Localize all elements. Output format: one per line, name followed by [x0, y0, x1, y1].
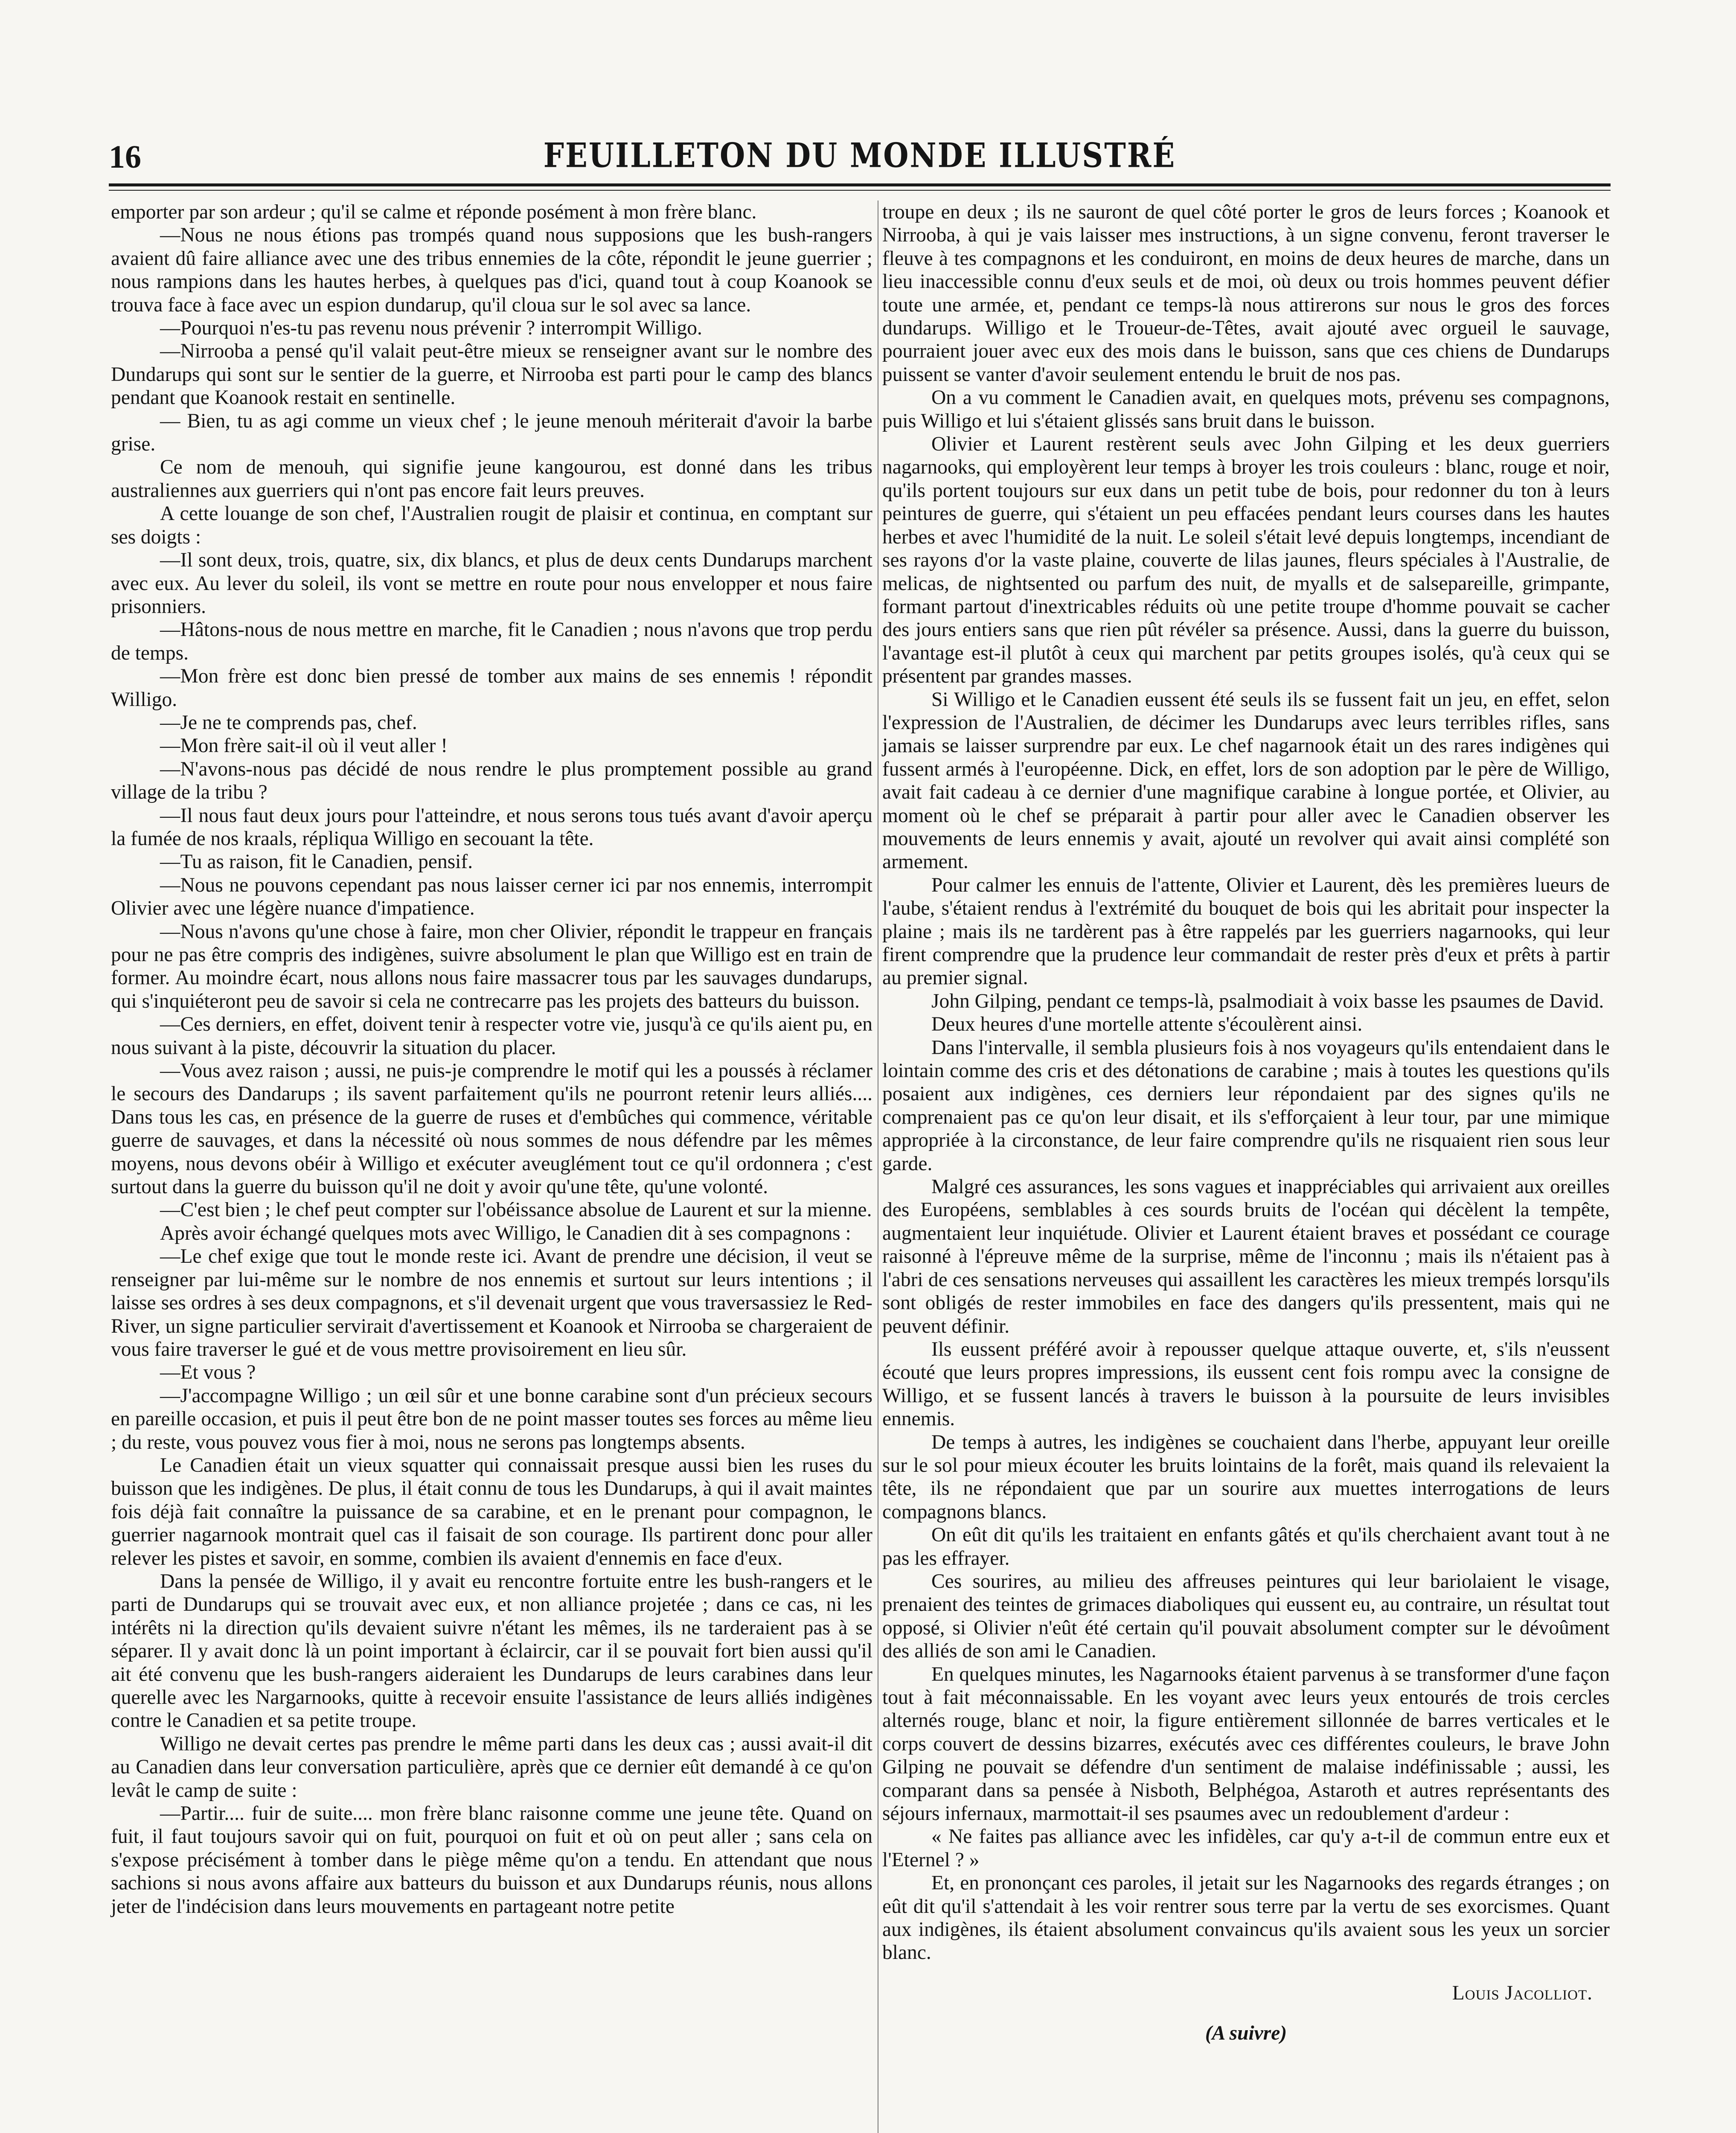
left-column [111, 201, 872, 1918]
paragraph: Et, en prononçant ces paroles, il jetait sur les Nagarnooks des regards étranges ; on eût dit qu'il s'attendait à les voir rentrer sous terre par la vertu de ses exorcismes. Quant aux indigènes, ils étaient absolument convaincus qu'ils avaient sous les yeux un sorcier blanc. [882, 1872, 1610, 1964]
paragraph: A cette louange de son chef, l'Australien rougit de plaisir et continua, en comptant sur ses doigts : [111, 503, 872, 548]
paragraph: —Ces derniers, en effet, doivent tenir à respecter votre vie, jusqu'à ce qu'ils aient pu, en nous suivant à la piste, découvrir la situation du placer. [111, 1013, 872, 1059]
paragraph: Après avoir échangé quelques mots avec Willigo, le Canadien dit à ses compagnons : [160, 1222, 851, 1244]
paragraph: —Le chef exige que tout le monde reste ici. Avant de prendre une décision, il veut se renseigner par lui-même sur le nombre de nos ennemis et surtout sur leurs intentions ; il laisse ses ordres à ses deux compagnons, et s'il devenait urgent que vous traversassiez le Red-River, un signe particulier servirait d'avertissement et Koanook et Nirrooba se chargeraient de vous faire traverser le gué et de vous mettre provisoirement en lieu sûr. [111, 1245, 872, 1360]
paragraph: Si Willigo et le Canadien eussent été seuls ils se fussent fait un jeu, en effet, selon l'expression de l'Australien, de décimer les Dundarups avec leurs terribles rifles, sans jamais se laisser surprendre par eux. Le chef nagarnook était un des rares indigènes qui fussent armés à l'européenne. Dick, en effet, lors de son adoption par le père de Willigo, avait fait cadeau à ce dernier d'une magnifique carabine à longue portée, et Olivier, au moment où le chef se préparait à partir pour aller avec le Canadien observer les mouvements de leurs ennemis y avait, ajouté un revolver qui avait ainsi complété son armement. [882, 688, 1610, 873]
paragraph: On eût dit qu'ils les traitaient en enfants gâtés et qu'ils cherchaient avant tout à ne pas les effrayer. [882, 1524, 1610, 1569]
paragraph: En quelques minutes, les Nagarnooks étaient parvenus à se transformer d'une façon tout à fait méconnaissable. En les voyant avec leurs yeux entourés de trois cercles alternés rouge, blanc et noir, la figure entièrement sillonnée de barres verticales et le corps couvert de dessins bizarres, exécutés avec ces différentes couleurs, le brave John Gilping ne pouvait se défendre d'un sentiment de malaise indéfinissable ; aussi, les comparant dans sa pensée à Nisboth, Belphégoa, Astaroth et autres représentants des séjours infernaux, marmottait-il ses psaumes avec un redoublement d'ardeur : [882, 1663, 1610, 1825]
paragraph: emporter par son ardeur ; qu'il se calme et réponde posément à mon frère blanc. [111, 201, 757, 223]
paragraph: —Hâtons-nous de nous mettre en marche, fit le Canadien ; nous n'avons que trop perdu de temps. [111, 619, 872, 664]
paragraph: troupe en deux ; ils ne sauront de quel côté porter le gros de leurs forces ; Koanook et Nirrooba, à qui je vais laisser mes instructions, à un signe convenu, feront traverser le fleuve à tes compagnons et les conduiront, en moins de deux heures de marche, dans un lieu inaccessible connu d'eux seuls et de moi, où deux ou trois hommes peuvent défier toute une armée, et, pendant ce temps-là nous attirerons sur nous le gros des forces dundarups. Willigo et le Troueur-de-Têtes, avait ajouté avec orgueil le sauvage, pourraient jouer avec eux des mois dans le buisson, sans que ces chiens de Dundarups puissent se vanter d'avoir seulement entendu le bruit de nos pas. [882, 201, 1610, 386]
running-title: FEUILLETON DU MONDE ILLUSTRÉ [543, 136, 1176, 175]
paragraph: Dans la pensée de Willigo, il y avait eu rencontre fortuite entre les bush-rangers et le parti de Dundarups qui se trouvait avec eux, et non alliance projetée ; dans ce cas, ni les intérêts ni la direction qu'ils devaient suivre n'étant les mêmes, ils ne tarderaient pas à se séparer. Il y avait donc là un point important à éclaircir, car il se pouvait fort bien aussi qu'il ait été convenu que les bush-rangers aideraient les Dundarups de leurs carabines dans leur querelle avec les Nargarnooks, quitte à recevoir ensuite l'assistance de leurs alliés indigènes contre le Canadien et sa petite troupe. [111, 1570, 872, 1732]
paragraph: —Mon frère sait-il où il veut aller ! [160, 735, 448, 757]
paragraph: Pour calmer les ennuis de l'attente, Olivier et Laurent, dès les premières lueurs de l'aube, s'étaient rendus à l'extrémité du bouquet de bois qui les abritait pour inspecter la plaine ; mais ils ne tardèrent pas à être rappelés par les guerriers nagarnooks, qui leur firent comprendre que la prudence leur commandait de rester près d'eux et prêts à partir au premier signal. [882, 874, 1610, 989]
paragraph: Malgré ces assurances, les sons vagues et inappréciables qui arrivaient aux oreilles des Européens, semblables à ces sourds bruits de l'océan qui décèlent la tempête, augmentaient leur inquiétude. Olivier et Laurent étaient braves et possédant ce courage raisonné à l'épreuve même de la surprise, même de l'inconnu ; mais ils n'étaient pas à l'abri de ces sensations nerveuses qui assaillent les caractères les mieux trempés lorsqu'ils sont obligés de rester immobiles en face des dangers qu'ils pressentent, mais qui ne peuvent définir. [882, 1176, 1610, 1337]
paragraph: —Tu as raison, fit le Canadien, pensif. [160, 851, 473, 873]
paragraph: Dans l'intervalle, il sembla plusieurs fois à nos voyageurs qu'ils entendaient dans le lointain comme des cris et des détonations de carabine ; mais à toutes les questions qu'ils posaient aux indigènes, ces derniers leur répondaient par des signes qu'ils ne comprenaient pas ce qu'on leur disait, et ils s'efforçaient à leur tour, par une mimique appropriée à la circonstance, de leur faire comprendre qu'ils ne risquaient rien sous leur garde. [882, 1036, 1610, 1175]
paragraph: Ces sourires, au milieu des affreuses peintures qui leur bariolaient le visage, prenaient des teintes de grimaces diaboliques qui eussent eu, au contraire, un résultat tout opposé, si Olivier n'eût été certain qu'il pouvait absolument compter sur le dévoûment des alliés de son ami le Canadien. [882, 1570, 1610, 1662]
paragraph: —Nous ne pouvons cependant pas nous laisser cerner ici par nos ennemis, interrompit Olivier avec une légère nuance d'impatience. [111, 874, 872, 920]
page-header [109, 134, 1611, 186]
paragraph: —N'avons-nous pas décidé de nous rendre le plus promptement possible au grand village de la tribu ? [111, 758, 872, 804]
header-rule-thin [109, 190, 1611, 191]
paragraph: —Partir.... fuir de suite.... mon frère blanc raisonne comme une jeune tête. Quand on fuit, il faut toujours savoir qui on fuit, pourquoi on fuit et où on peut aller ; sans cela on s'expose précisément à tomber dans le piège même qu'on a tendu. En attendant que nous sachions si nous avons affaire aux batteurs du buisson et aux Dundarups réunis, nous allons jeter de l'indécision dans leurs mouvements en partageant notre petite [111, 1802, 872, 1918]
paragraph: —Nous ne nous étions pas trompés quand nous supposions que les bush-rangers avaient dû faire alliance avec une des tribus ennemies de la côte, répondit le jeune guerrier ; nous rampions dans les hautes herbes, à quelques pas d'ici, quand tout à coup Koanook se trouva face à face avec un espion dundarup, qu'il cloua sur le sol avec sa lance. [111, 224, 872, 316]
paragraph: —Nous n'avons qu'une chose à faire, mon cher Olivier, répondit le trappeur en français pour ne pas être compris des indigènes, suivre absolument le plan que Willigo est en train de former. Au moindre écart, nous allons nous faire massacrer tous par les sauvages dundarups, qui s'inquiéteront peu de savoir si cela ne contrecarre pas les projets des batteurs du buisson. [111, 920, 872, 1012]
paragraph: « Ne faites pas alliance avec les infidèles, car qu'y a-t-il de commun entre eux et l'Eternel ? » [882, 1825, 1610, 1871]
paragraph: De temps à autres, les indigènes se couchaient dans l'herbe, appuyant leur oreille sur le sol pour mieux écouter les bruits lointains de la forêt, mais quand ils relevaient la tête, ils ne répondaient que par un sourire aux muettes interrogations de leurs compagnons blancs. [882, 1431, 1610, 1523]
paragraph: —Pourquoi n'es-tu pas revenu nous prévenir ? interrompit Willigo. [160, 317, 702, 340]
right-column [882, 201, 1610, 2045]
author-signature: Louis Jacolliot. [1452, 1982, 1593, 2004]
paragraph: Deux heures d'une mortelle attente s'écoulèrent ainsi. [931, 1013, 1363, 1036]
header-rule-thick [109, 183, 1611, 186]
paragraph: On a vu comment le Canadien avait, en quelques mots, prévenu ses compagnons, puis Willigo et lui s'étaient glissés sans bruit dans le buisson. [882, 386, 1610, 432]
paragraph: —Je ne te comprends pas, chef. [160, 711, 417, 734]
paragraph: —Nirrooba a pensé qu'il valait peut-être mieux se renseigner avant sur le nombre des Dundarups qui sont sur le sentier de la guerre, et Nirrooba est parti pour le camp des blancs pendant que Koanook restait en sentinelle. [111, 340, 872, 409]
paragraph: Ce nom de menouh, qui signifie jeune kangourou, est donné dans les tribus australiennes aux guerriers qui n'ont pas encore fait leurs preuves. [111, 456, 872, 502]
paragraph: John Gilping, pendant ce temps-là, psalmodiait à voix basse les psaumes de David. [931, 990, 1604, 1012]
page-number: 16 [109, 139, 141, 175]
paragraph: Ils eussent préféré avoir à repousser quelque attaque ouverte, et, s'ils n'eussent écouté que leurs propres impressions, ils eussent cent fois rompu avec la consigne de Willigo, et se fussent lancés à travers le buisson à la poursuite de leurs invisibles ennemis. [882, 1338, 1610, 1430]
paragraph: —J'accompagne Willigo ; un œil sûr et une bonne carabine sont d'un précieux secours en pareille occasion, et puis il peut être bon de ne point masser toutes ses forces au même lieu ; du reste, vous pouvez vous fier à moi, nous ne serons pas longtemps absents. [111, 1384, 872, 1453]
paragraph: Willigo ne devait certes pas prendre le même parti dans les deux cas ; aussi avait-il dit au Canadien dans leur conversation particulière, après que ce dernier eût demandé à ce qu'on levât le camp de suite : [111, 1732, 872, 1802]
paragraph: Olivier et Laurent restèrent seuls avec John Gilping et les deux guerriers nagarnooks, qui employèrent leur temps à broyer les trois couleurs : blanc, rouge et noir, qu'ils portent toujours sur eux dans un petit tube de bois, pour redonner du ton à leurs peintures de guerre, qui s'étaient un peu effacées pendant leurs courses dans les hautes herbes et avec l'humidité de la nuit. Le soleil s'était levé depuis longtemps, incendiant de ses rayons d'or la vaste plaine, couverte de lilas jaunes, fleurs spéciales à l'Australie, de melicas, de nightsented ou parfum des nuit, de myalls et de salsepareille, grimpante, formant partout d'inextricables réduits où une petite troupe d'homme pouvait se cacher des jours entiers sans que rien pût révéler sa présence. Aussi, dans la guerre du buisson, l'avantage est-il plutôt à ceux qui marchent par petits groupes isolés, qu'à ceux qui se présentent par grandes masses. [882, 433, 1610, 688]
to-be-continued: (A suivre) [1205, 2022, 1287, 2045]
paragraph: —Il sont deux, trois, quatre, six, dix blancs, et plus de deux cents Dundarups marchent avec eux. Au lever du soleil, ils vont se mettre en route pour nous envelopper et nous faire prisonniers. [111, 549, 872, 618]
paragraph: —Vous avez raison ; aussi, ne puis-je comprendre le motif qui les a poussés à réclamer le secours des Dandarups ; ils savent parfaitement qu'ils ne pourront retenir leurs alliés.... Dans tous les cas, en présence de la guerre de ruses et d'embûches qui commence, véritable guerre de sauvages, et dans la nécessité où nous sommes de nous défendre par les mêmes moyens, nous devons obéir à Willigo et exécuter aveuglément tout ce qu'il ordonnera ; c'est surtout dans la guerre du buisson qu'il ne doit y avoir qu'une tête, qu'une volonté. [111, 1060, 872, 1198]
paragraph: — Bien, tu as agi comme un vieux chef ; le jeune menouh mériterait d'avoir la barbe grise. [111, 410, 872, 456]
paragraph: Le Canadien était un vieux squatter qui connaissait presque aussi bien les ruses du buisson que les indigènes. De plus, il était connu de tous les Dundarups, à qui il avait maintes fois déjà fait connaître la puissance de sa carabine, et en le prenant pour compagnon, le guerrier nagarnook montrait quel cas il faisait de son courage. Ils partirent donc pour aller relever les pistes et savoir, en somme, combien ils avaient d'ennemis en face d'eux. [111, 1454, 872, 1569]
paragraph: —Il nous faut deux jours pour l'atteindre, et nous serons tous tués avant d'avoir aperçu la fumée de nos kraals, répliqua Willigo en secouant la tête. [111, 804, 872, 850]
paragraph: —Et vous ? [160, 1361, 256, 1384]
paragraph: —Mon frère est donc bien pressé de tomber aux mains de ses ennemis ! répondit Willigo. [111, 665, 872, 711]
right-column-paragraphs [882, 201, 1610, 1964]
paragraph: —C'est bien ; le chef peut compter sur l'obéissance absolue de Laurent et sur la mienne. [160, 1199, 872, 1221]
